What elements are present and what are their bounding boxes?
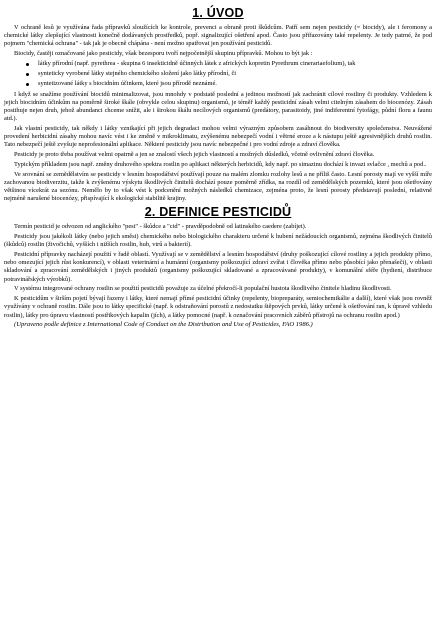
bullet-icon — [26, 83, 29, 86]
paragraph: K pesticidům v širším pojetí bývají řazeny i látky, které nemají přímé pesticidní účinky (repelenty, biopreparáty, semiochemikálie a další), které však jsou rovněž využívány v ochraně rostlin. Dále jsou to látky specifické (např. k odstraňování porostů z nedostatku štěpových prvků, látky určené k ošetřování ran, k úpravě vzhledu rostlin), látky pro úpravu vlastností postřikových kapalin (jích), a látky pomocné (např. k označování pracovních záběrů přístrojů na ochranu rostlin apod.) — [4, 295, 432, 319]
list-item — [26, 60, 432, 68]
bullet-icon — [26, 63, 29, 66]
paragraph: Biocidy, častěji označované jako pesticidy, však bezesporu tvoří nejpočetnější skupinu přípravků. Mohou to být jak : — [14, 50, 313, 58]
list-item — [26, 70, 432, 78]
list-item-text: látky přírodní (např. pyrethrea - skupina 6 insekticidně účinných látek z afrických kopretin Pyrethrum cinerariaefolium), tak — [38, 60, 356, 67]
list-item — [26, 80, 432, 88]
section-title-uvod: 1. ÚVOD — [192, 6, 244, 20]
paragraph: I když se snažíme používání biocidů minimalizovat, jsou mnohdy v podstatě poslední a jedinou možností jak zachránit cílové rostliny či produkty. Vzhledem k jejich biocidním účinkům na poměrně široké škále (obvykle celou skupinu) organismů, je téměř každý pesticidní zásah velmi citelným zásahem do biocenózy. Zásah postihuje nejen druh, jehož abundanci chceme snížit, ale i širokou škálu necílových organismů (predátory, parasitoidy, jiné indiferentní fytofágy, půdní floru a faunu atd.). — [4, 90, 432, 123]
paragraph: Pesticidní přípravky nacházejí použití v řadě oblastí. Využívají se v zemědělství a lesním hospodářství (druhy poškozující cílové rostliny a jejich produkty přímo, nebo omezující jejich růst konkurencí), v oblasti veterinární a humánní (organismy poškozující zdraví zvířat i člověka přímo nebo působící jako přenašeči), v oblasti skladování a zpracování zemědělských i jiných produktů (organismy poškozující skladované a zpracovávané produkty), v komunální sféře (hydiení, distribuce potravinářských výrobků). — [4, 251, 432, 283]
bullet-icon — [26, 73, 29, 76]
paragraph: Typickým příkladem jsou např. změny druhového spektra rostlin po aplikaci některých herbicidů, kdy např. po simazinu dochází k invazi svlačce , mechů a pod.. — [14, 161, 427, 169]
paragraph: Pesticidy jsou jakékoli látky (nebo jejich směsi) chemického nebo biologického charakteru určené k hubení nežádoucích organismů, zejména škodlivých činitelů (škůdců) rostlin (živočichů, vyšších i nižších rostlin, hub, virů a bakterií). — [4, 233, 432, 249]
source-note: (Upraveno podle definice z International Code of Conduct on the Distribution and Use of Pesticides, FAO 1986.) — [14, 321, 313, 329]
paragraph: Jak vlastní pesticidy, tak někdy i látky vznikající při jejich degradaci mohou velmi výrazným způsobem zasáhnout do biodiversity společenstva. Neuvážené provedení herbicidní zásahy mohou navíc vést i ke změně v mikroklimatu, zvýšenému nebezpečí vodní i větrné eroze a k nástupu ještě agresivnějších druhů rostlin. Tato nebezpečí ještě zvyšuje neprofesionální aplikace. Některé pesticidy jsou navíc nebezpečné i pro vodní zdroje a zdraví člověka. — [4, 125, 432, 149]
paragraph: Termín pesticid je odvozen od anglického "pest" - škůdce a "cid" - pravděpodobně od latinského caedere (zabíjet). — [14, 223, 307, 231]
paragraph: Ve srovnání se zemědělstvím se pesticidy v lesním hospodářství používají pouze na malém zlomku rozlohy lesů a ne příliš často. Lesní porosty mají ve vyšší míře zachovanou biodiverzitu, takže k zvýšenému výskytu škodlivých činitelů dochází pouze poměrně zřídka, na rozdíl od zemědělských pozemků, které jsou ošetřovány většinou vícekrát za sezónu. Nemělo by to však vést k podcenění možných následků chemizace, zejména proto, že lesní porosty představují poslední, relativně nejméně narušené biocenózy, přispívající k ekologické stabilitě krajiny. — [4, 170, 432, 203]
list-item-text: syntetizované látky s biocidním účinkem, které jsou přírodě neznámé. — [38, 80, 217, 88]
section-title-definice: 2. DEFINICE PESTICIDŮ — [144, 205, 292, 220]
paragraph: Pesticidy je proto třeba používat velmi opatrně a jen se znalostí všech jejich vlastností a možných důsledků, včetně ovlivnění zdraví člověka. — [14, 151, 375, 159]
list-item-text: synteticky vyrobené látky stejného chemického složení jako látky přírodní, či — [38, 70, 237, 78]
bullet-list — [4, 60, 432, 89]
paragraph: V systému integrované ochrany rostlin se použití pesticidů považuje za účelné překročí-li populační hustota škodlivého činitele hladinu škodlivosti. — [14, 285, 392, 293]
paragraph: V ochraně lesů je využívána řada přípravků sloužících ke kontrole, prevenci a obraně proti škůdcům. Patří sem nejen pesticidy (= biocidy), ale i feromony a chemické látky zlepšující vlastnosti konečně dodávaných prostředků, popř. signalizující ošetření apod. Často jsou přiřazovány také repelenty. Je tedy patrné, že pod pojmem "chemická ochrana" - tak jak je obecně chápána - není možno spatřovat jen používání pesticidů. — [4, 24, 432, 48]
